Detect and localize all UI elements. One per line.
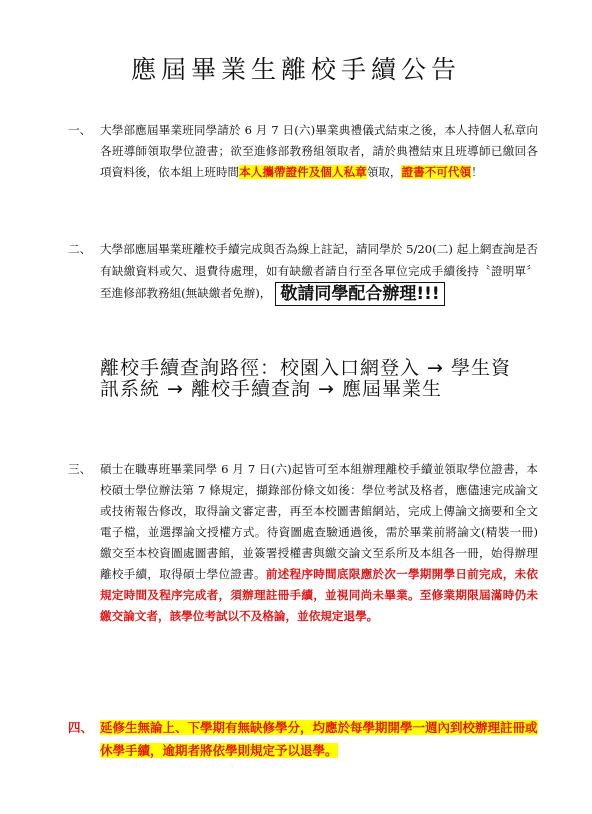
item-text: 大學部應屆畢業班同學請於 6 月 7 日(六)畢業典禮儀式結束之後，本人持個人私章向各班導師領取學位證書；欲至進修部教務組領取者，請於典禮結束且班導師已繳回各項資料後，依本組上班時間 [100, 123, 538, 179]
item-text: 領取， [366, 165, 402, 179]
item-number: 四、 [68, 720, 94, 735]
notice-item-1 [68, 120, 538, 183]
notice-item-2 [68, 238, 538, 306]
red-warning-text: 前述程序時間底限應於次一學期開學日前完成，未依規定時間及程序完成者，須辦理註冊手續，並視同尚未畢業。至修業期限屆滿時仍未繳交論文者，該學位考試以不及格論，並依規定退學。 [100, 567, 538, 623]
item-text: 碩士在職專班畢業同學 6 月 7 日(六)起皆可至本組辦理離校手續並領取學位證書，本校碩士學位辦法第 7 條規定，擷錄部份條文如後：學位考試及格者，應儘速完成論文或技術報告修改，取得論文審定書，再至本校圖書館網站，完成上傳論文摘要和全文電子檔，並選擇論文授權方式。待資圖處查驗通過後，需於畢業前將論文(精裝一冊)繳交至本校資圖處圖書館，並簽署授權書與繳交論文至系所及本組各一冊，始得辦理離校手續，取得碩士學位證書。 [100, 462, 538, 581]
item-number: 三、 [68, 462, 92, 476]
highlight-bring-id-seal: 本人攜帶證件及個人私章 [239, 165, 367, 179]
highlighted-text: 延修生無論上、下學期有無缺修學分，均應於每學期開學一週內到校辦理註冊或休學手續，逾期者將依學則規定予以退學。 [100, 720, 538, 758]
item-body [100, 459, 538, 627]
notice-item-3 [68, 459, 538, 627]
notice-item-4 [68, 716, 538, 762]
item-text: ！ [471, 165, 483, 179]
query-path-text: 離校手續查詢路徑：校園入口網登入 → 學生資訊系統 → 離校手續查詢 → 應屆畢業生 [100, 357, 512, 400]
item-number: 一、 [68, 123, 92, 137]
boxed-callout: 敬請同學配合辦理!!! [275, 282, 444, 306]
page-title: 應屆畢業生離校手續公告 [130, 55, 461, 84]
item-body [100, 716, 538, 762]
item-body [100, 238, 538, 306]
item-body [100, 120, 538, 183]
item-number: 二、 [68, 242, 92, 256]
highlight-no-proxy: 證書不可代領 [401, 165, 472, 179]
item-text: 大學部應屆畢業班離校手續完成與否為線上註記，請同學於 5/20(二) 起上網查詢是否有缺繳資料或欠、退費待處理，如有缺繳者請自行至各單位完成手續後持〝證明單〞至進修部教務組(無缺繳者免辦)， [100, 242, 538, 300]
